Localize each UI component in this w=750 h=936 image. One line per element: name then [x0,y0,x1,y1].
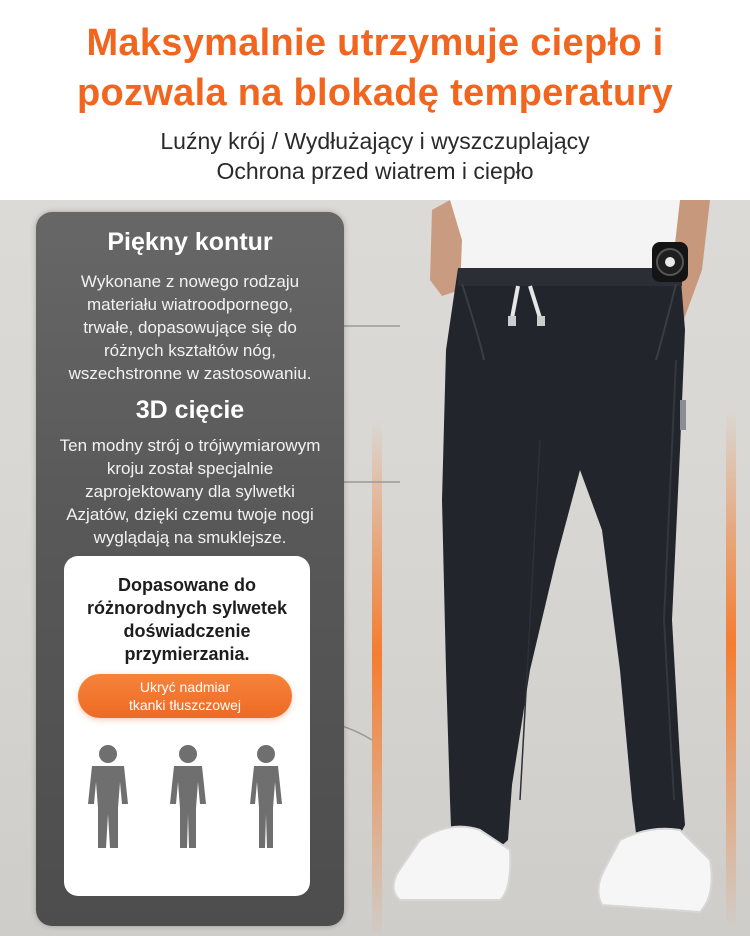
header-banner [0,0,750,200]
text-line: zaprojektowany dla sylwetki [85,482,295,501]
text-line: trwałe, dopasowujące się do [83,318,297,337]
badge-line-2: tkanki tłuszczowej [128,697,242,713]
section-title-3d-cut: 3D cięcie [135,396,245,424]
subheadline [0,126,750,186]
headline-line-2: pozwala na blokadę temperatury [76,72,674,114]
section-title-beautiful-contour: Piękny kontur [107,228,273,256]
body-type-figures [64,742,310,852]
card-title-line: Dopasowane do [117,575,256,595]
section-text-beautiful-contour [36,270,344,385]
fit-card-title [64,574,310,666]
subheadline-line-2: Ochrona przed wiatrem i ciepło [216,158,534,184]
person-silhouette-icon [78,742,138,852]
text-line: Wykonane z nowego rodzaju [80,272,300,291]
text-line: różnych kształtów nóg, [104,341,276,360]
person-silhouette-icon [236,742,296,852]
person-silhouette-icon [158,742,218,852]
text-line: Ten modny strój o trójwymiarowym [59,436,321,455]
fit-card [64,556,310,896]
headline-line-1: Maksymalnie utrzymuje ciepło i [86,22,664,64]
section-text-3d-cut [36,434,344,549]
card-title-line: różnorodnych sylwetek [86,598,288,618]
text-line: wyglądają na smuklejsze. [93,528,287,547]
card-title-line: przymierzania. [124,644,250,664]
text-line: materiału wiatroodpornego, [86,295,293,314]
card-title-line: doświadczenie [123,621,251,641]
hide-fat-badge [78,674,292,718]
subheadline-line-1: Luźny krój / Wydłużający i wyszczuplający [160,128,590,154]
badge-line-1: Ukryć nadmiar [139,679,231,695]
headline [0,18,750,118]
text-line: Azjatów, dzięki czemu twoje nogi [66,505,314,524]
text-line: kroju został specjalnie [106,459,274,478]
text-line: wszechstronne w zastosowaniu. [68,364,312,383]
